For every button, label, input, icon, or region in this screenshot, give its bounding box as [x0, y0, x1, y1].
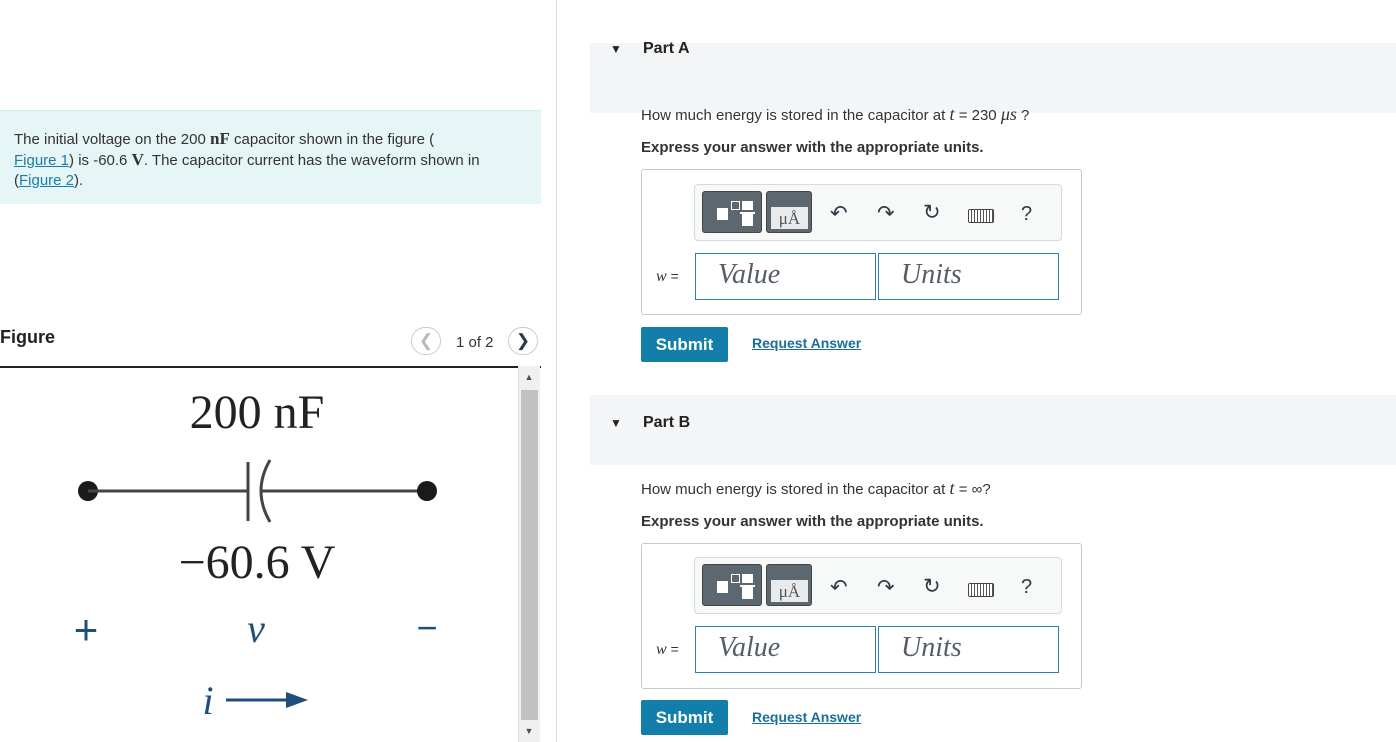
question-unit: μs: [1000, 104, 1017, 124]
right-terminal: [417, 481, 437, 501]
question-text: How much energy is stored in the capacitor at: [641, 481, 946, 498]
part-b-value-input[interactable]: Value: [695, 626, 876, 673]
part-a-request-answer-link[interactable]: Request Answer: [752, 335, 862, 351]
help-icon[interactable]: ?: [1021, 203, 1033, 225]
problem-text: ).: [74, 172, 84, 189]
voltage-symbol: v: [247, 606, 265, 651]
capacitor-circuit-diagram: [0, 368, 516, 742]
figure-pager: 1 of 2: [456, 334, 494, 351]
problem-text: The initial voltage on the 200: [14, 131, 206, 148]
time-variable: t: [949, 104, 955, 124]
chevron-left-icon[interactable]: ❮: [411, 327, 441, 355]
minus-sign: −: [416, 607, 438, 648]
part-b-units-input[interactable]: Units: [878, 626, 1059, 673]
equals-sign: =: [670, 641, 679, 657]
part-b-title[interactable]: Part B: [643, 414, 691, 431]
question-value: = ∞: [958, 481, 983, 498]
part-b-question: [641, 478, 991, 499]
plus-sign: +: [73, 606, 99, 653]
part-a-value-input[interactable]: Value: [695, 253, 876, 300]
fraction-template-button[interactable]: [702, 191, 762, 233]
part-b-request-answer-link[interactable]: Request Answer: [752, 709, 862, 725]
fraction-template-button[interactable]: [702, 564, 762, 606]
current-arrow-head: [286, 692, 308, 708]
problem-text: . The capacitor current has the waveform shown in: [143, 152, 480, 169]
part-b-header[interactable]: [590, 395, 1396, 465]
voltage-unit: V: [131, 150, 144, 169]
equals-sign: =: [670, 268, 679, 284]
current-symbol: i: [202, 678, 214, 723]
capacitance-unit: nF: [209, 129, 230, 148]
units-button-label: μÅ: [771, 207, 808, 229]
question-text: How much energy is stored in the capacitor at: [641, 107, 946, 124]
scroll-up-arrow[interactable]: ▲: [524, 372, 534, 382]
voltage-label: −60.6 V: [178, 536, 336, 589]
part-b-variable-label: [656, 641, 679, 659]
help-icon[interactable]: ?: [1021, 576, 1033, 598]
caret-down-icon[interactable]: ▼: [610, 42, 622, 56]
figure-1-link[interactable]: Figure 1: [14, 152, 70, 169]
part-a-header[interactable]: [590, 43, 1396, 113]
problem-text: (: [14, 172, 19, 189]
time-variable: t: [949, 478, 955, 498]
part-a-instructions: Express your answer with the appropriate units.: [641, 139, 984, 156]
problem-text: capacitor shown in the figure (: [234, 131, 435, 148]
part-a-question: [641, 104, 1029, 125]
keyboard-icon[interactable]: [968, 209, 994, 223]
keyboard-icon[interactable]: [968, 583, 994, 597]
variable-name: w: [656, 641, 667, 658]
question-mark: ?: [982, 481, 991, 498]
chevron-right-icon[interactable]: ❯: [508, 327, 538, 355]
variable-name: w: [656, 268, 667, 285]
scroll-thumb[interactable]: [521, 390, 538, 720]
undo-icon[interactable]: ↶: [830, 576, 848, 599]
question-value: = 230: [958, 107, 997, 124]
column-divider: [556, 0, 557, 742]
part-a-submit-button[interactable]: Submit: [641, 327, 728, 362]
figure-2-link[interactable]: Figure 2: [19, 172, 75, 189]
problem-text: ) is -60.6: [69, 152, 128, 169]
redo-icon[interactable]: ↷: [877, 576, 895, 599]
scroll-down-arrow[interactable]: ▼: [524, 726, 534, 736]
caret-down-icon[interactable]: ▼: [610, 416, 622, 430]
part-a-units-input[interactable]: Units: [878, 253, 1059, 300]
figure-title: Figure: [0, 327, 56, 347]
redo-icon[interactable]: ↷: [877, 202, 895, 225]
part-b-submit-button[interactable]: Submit: [641, 700, 728, 735]
reset-icon[interactable]: ↻: [923, 201, 941, 224]
reset-icon[interactable]: ↻: [923, 575, 941, 598]
undo-icon[interactable]: ↶: [830, 202, 848, 225]
units-template-button[interactable]: [766, 191, 812, 233]
question-mark: ?: [1021, 107, 1030, 124]
part-b-instructions: Express your answer with the appropriate units.: [641, 513, 984, 530]
units-button-label: μÅ: [771, 580, 808, 602]
capacitance-label: 200 nF: [189, 386, 325, 439]
part-a-title[interactable]: Part A: [643, 40, 690, 57]
units-template-button[interactable]: [766, 564, 812, 606]
problem-statement: [0, 110, 541, 204]
part-a-variable-label: [656, 268, 679, 286]
